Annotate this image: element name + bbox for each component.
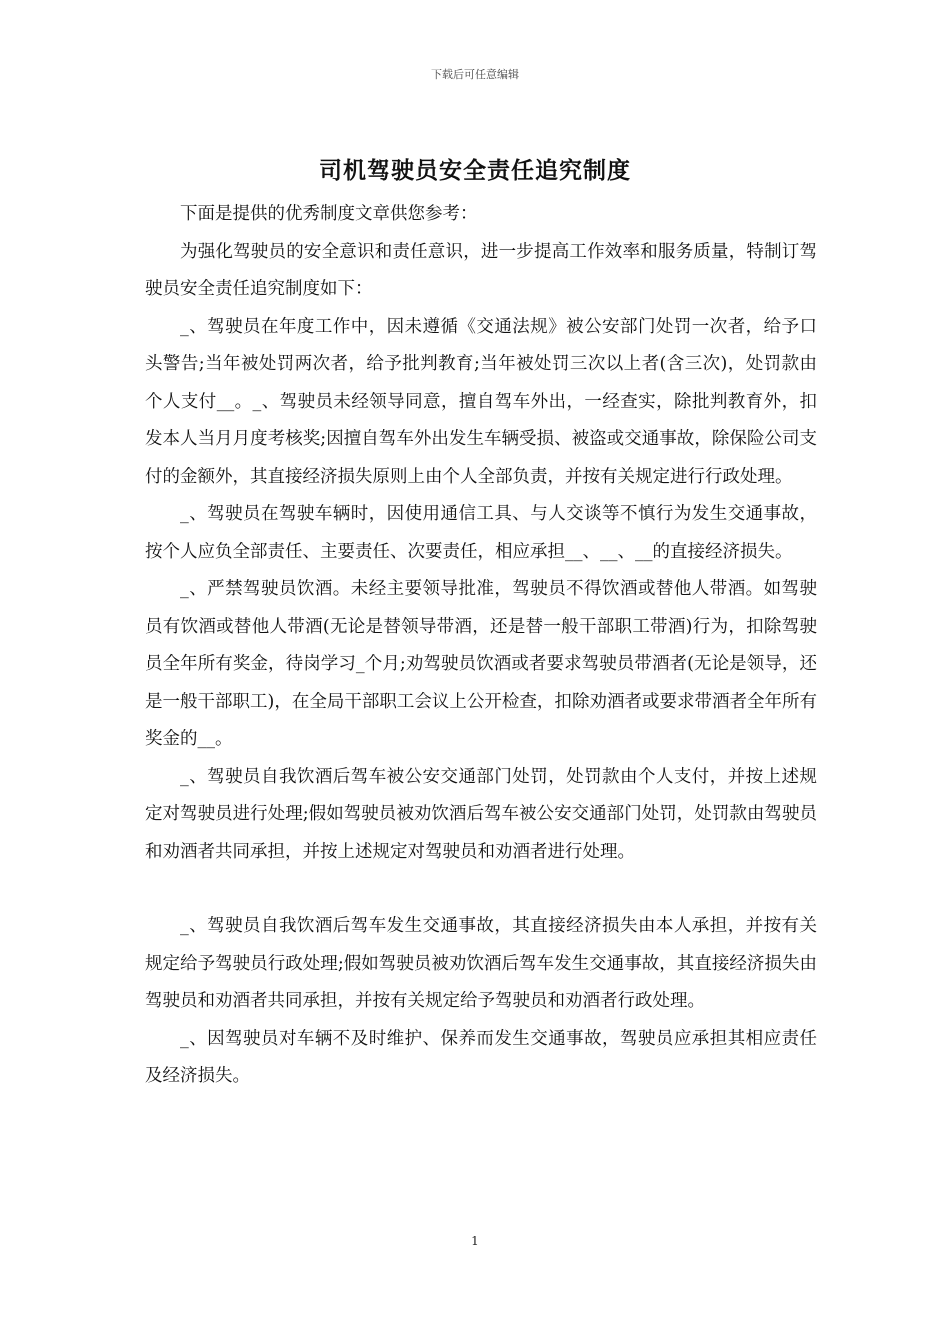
paragraph-rule-drink-penalty: _、驾驶员自我饮酒后驾车被公安交通部门处罚，处罚款由个人支付，并按上述规定对驾驶员进行处理;假如驾驶员被劝饮酒后驾车被公安交通部门处罚，处罚款由驾驶员和劝酒者共同承担，并按上述规定对驾驶员和劝酒者进行处理。 bbox=[145, 766, 817, 862]
paragraph-rule-maintenance: _、因驾驶员对车辆不及时维护、保养而发生交通事故，驾驶员应承担其相应责任及经济损失。 bbox=[145, 1028, 817, 1086]
paragraph-purpose: 为强化驾驶员的安全意识和责任意识，进一步提高工作效率和服务质量，特制订驾驶员安全责任追究制度如下： bbox=[145, 241, 817, 299]
paragraph-rule-no-drinking: _、严禁驾驶员饮酒。未经主要领导批准，驾驶员不得饮酒或替他人带酒。如驾驶员有饮酒或替他人带酒(无论是替领导带酒，还是替一般干部职工带酒)行为，扣除驾驶员全年所有奖金，待岗学习_个月;劝驾驶员饮酒或者要求驾驶员带酒者(无论是领导，还是一般干部职工)，在全局干部职工会议上公开检查，扣除劝酒者或要求带酒者全年所有奖金的__。 bbox=[145, 579, 817, 749]
page-number: 1 bbox=[471, 1234, 479, 1248]
document-title: 司机驾驶员安全责任追究制度 bbox=[319, 157, 631, 184]
document-body bbox=[145, 196, 817, 1096]
paragraph-intro: 下面是提供的优秀制度文章供您参考： bbox=[180, 204, 478, 224]
header-note: 下载后可任意编辑 bbox=[431, 68, 519, 81]
paragraph-rule-drink-accident: _、驾驶员自我饮酒后驾车发生交通事故，其直接经济损失由本人承担，并按有关规定给予驾驶员行政处理;假如驾驶员被劝饮酒后驾车发生交通事故，其直接经济损失由驾驶员和劝酒者共同承担，并按有关规定给予驾驶员和劝酒者行政处理。 bbox=[145, 916, 817, 1011]
paragraph-rule-traffic-law: _、驾驶员在年度工作中，因未遵循《交通法规》被公安部门处罚一次者，给予口头警告;当年被处罚两次者，给予批判教育;当年被处罚三次以上者(含三次)，处罚款由个人支付__。_、驾驶员未经领导同意，擅自驾车外出，一经查实，除批判教育外，扣发本人当月月度考核奖;因擅自驾车外出发生车辆受损、被盗或交通事故，除保险公司支付的金额外，其直接经济损失原则上由个人全部负责，并按有关规定进行行政处理。 bbox=[145, 316, 817, 487]
paragraph-rule-distraction: _、驾驶员在驾驶车辆时，因使用通信工具、与人交谈等不慎行为发生交通事故，按个人应负全部责任、主要责任、次要责任，相应承担__、__、__的直接经济损失。 bbox=[145, 504, 817, 562]
